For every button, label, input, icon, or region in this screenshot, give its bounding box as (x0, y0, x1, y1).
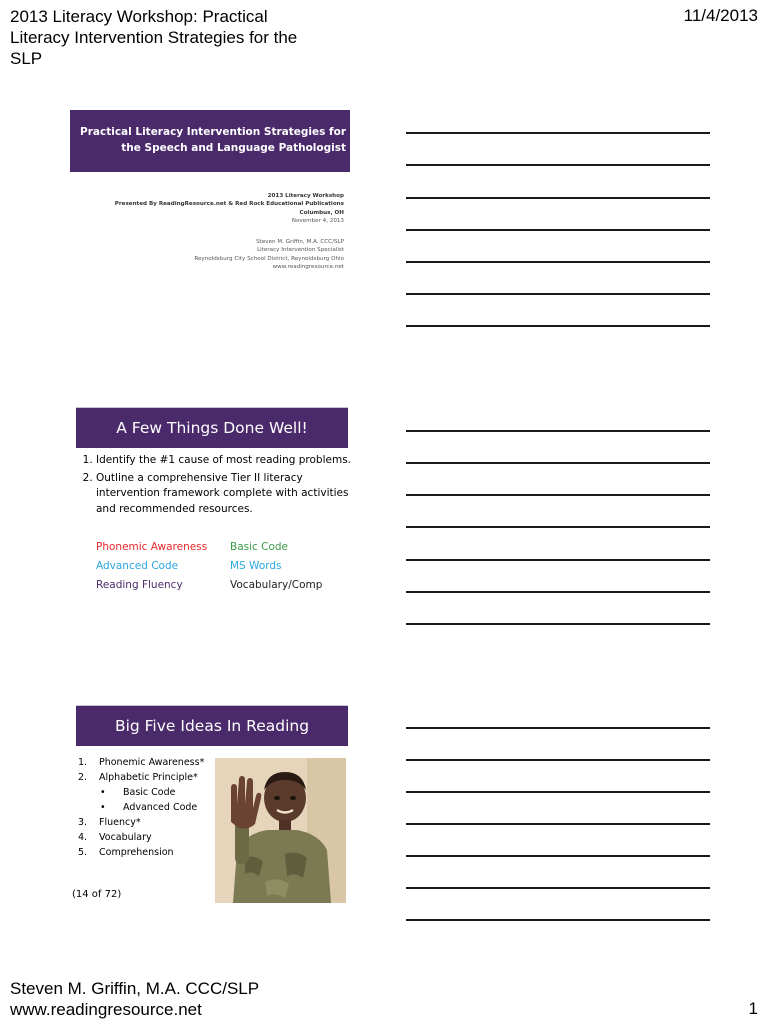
workshop-date: November 4, 2013 (291, 218, 344, 225)
big-five-item: 2. Alphabetic Principle* (78, 772, 198, 783)
presenter-info (74, 238, 344, 272)
child-photo (215, 758, 346, 903)
presenter-district: Reynoldsburg City School District, Reynoldsburg Ohio (194, 255, 344, 262)
slide-big-five-banner: Big Five Ideas In Reading (76, 705, 348, 746)
note-line (406, 462, 710, 464)
skill-label: MS Words (230, 560, 282, 572)
note-line (406, 791, 710, 793)
workshop-presented-by: Presented By ReadingResource.net & Red Rock Educational Publications (114, 201, 344, 208)
skill-label: Vocabulary/Comp (230, 579, 323, 591)
slide-goals-banner: A Few Things Done Well! (76, 407, 348, 448)
page-number: 1 (748, 999, 758, 1018)
note-line (406, 526, 710, 528)
presenter-website: www.readingresource.net (272, 264, 344, 271)
note-line (406, 559, 710, 561)
workshop-info (74, 192, 344, 226)
goal-item: 2. Outline a comprehensive Tier II literacy intervention framework complete with activities and recommended resources. (96, 471, 368, 518)
slide-count: (14 of 72) (72, 889, 122, 900)
big-five-subitem: • Basic Code (100, 787, 176, 798)
note-line (406, 164, 710, 166)
slide-big-five (68, 703, 352, 965)
note-line (406, 197, 710, 199)
workshop-event: 2013 Literacy Workshop (267, 193, 344, 199)
presenter-role: Literacy Intervention Specialist (257, 247, 344, 254)
slide-title (68, 108, 352, 370)
document-date: 11/4/2013 (683, 6, 758, 25)
workshop-location: Columbus, OH (299, 209, 344, 216)
note-line (406, 919, 710, 921)
skill-label: Basic Code (230, 541, 289, 553)
big-five-item: 4. Vocabulary (78, 832, 152, 843)
slide-goals (68, 405, 352, 667)
document-title: 2013 Literacy Workshop: Practical Literacy Intervention Strategies for the SLP (10, 7, 298, 68)
footer-credit (10, 978, 259, 1020)
note-line (406, 325, 710, 327)
big-five-subitem: • Advanced Code (100, 802, 198, 813)
note-line (406, 591, 710, 593)
big-five-item: 3. Fluency* (78, 817, 141, 828)
big-five-item: 5. Comprehension (78, 847, 174, 858)
skill-label: Reading Fluency (96, 579, 183, 591)
note-line (406, 293, 710, 295)
skill-label: Phonemic Awareness (96, 541, 208, 553)
skill-label: Advanced Code (96, 560, 179, 572)
note-line (406, 229, 710, 231)
goals-list (76, 453, 368, 519)
note-line (406, 823, 710, 825)
footer-website: www.readingresource.net (10, 1000, 202, 1019)
note-line (406, 623, 710, 625)
big-five-list (78, 755, 218, 860)
note-line (406, 855, 710, 857)
note-line (406, 887, 710, 889)
footer-author: Steven M. Griffin, M.A. CCC/SLP (10, 979, 260, 998)
goal-item: 1. Identify the #1 cause of most reading problems. (96, 453, 368, 469)
big-five-item: 1. Phonemic Awareness* (78, 757, 205, 768)
slide-title-banner: Practical Literacy Intervention Strategies for the Speech and Language Pathologist (70, 110, 350, 172)
note-line (406, 494, 710, 496)
presenter-name: Steven M. Griffin, M.A. CCC/SLP (256, 239, 344, 245)
note-line (406, 261, 710, 263)
note-line (406, 759, 710, 761)
note-line (406, 430, 710, 432)
note-line (406, 132, 710, 134)
note-line (406, 727, 710, 729)
